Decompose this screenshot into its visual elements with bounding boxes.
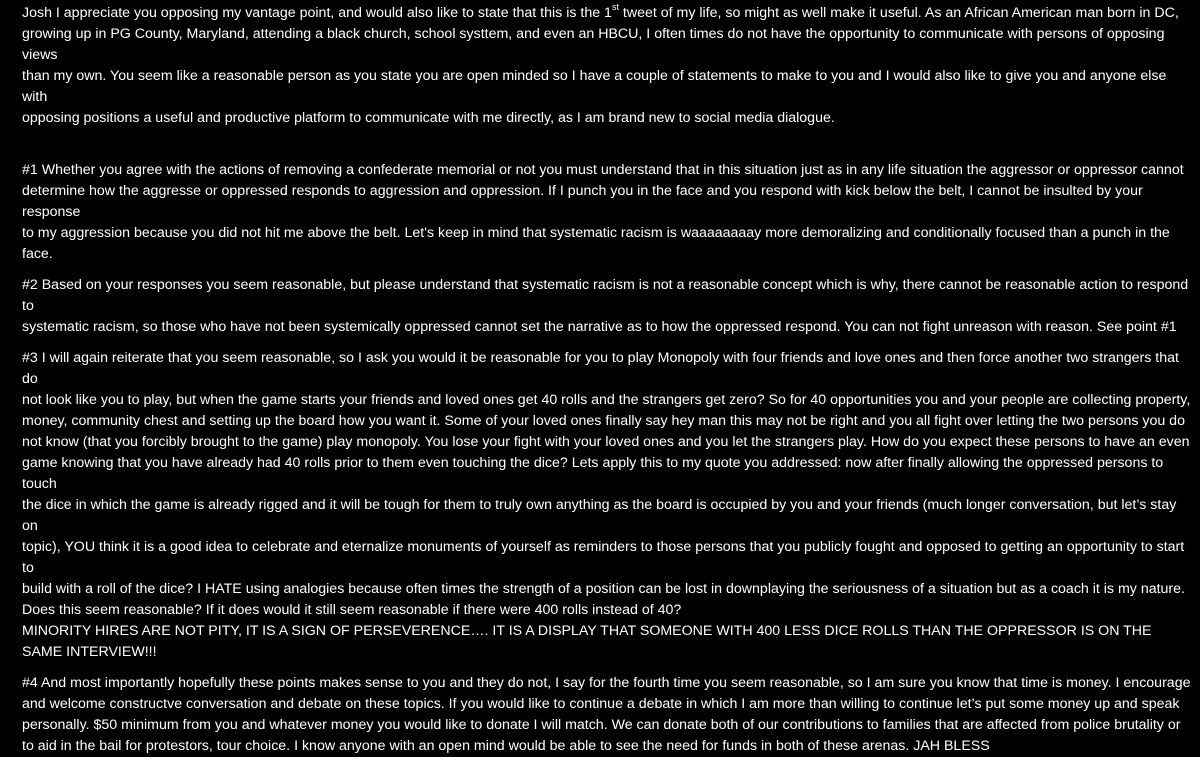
intro-paragraph	[22, 3, 1194, 129]
intro-text-start: Josh I appreciate you opposing my vantage point, and would also like to state that this is the 1	[22, 5, 612, 21]
paragraph-spacer	[22, 129, 1194, 150]
document-body	[22, 3, 1194, 757]
point-3-paragraph: #3 I will again reiterate that you seem reasonable, so I ask you would it be reasonable for you to play Monopoly with four friends and love ones and then force another two strangers that do not look like you to play, but when the game starts your friends and loved ones get 40 rolls and the strangers get zero? So for 40 opportunities you and your people are collecting property, money, community chest and setting up the board how you want it. Some of your loved ones finally say hey man this may not be right and you all fight over letting the two persons you do not know (that you forcibly brought to the game) play monopoly. You lose your fight with your loved ones and you let the strangers play. How do you expect these persons to have an even game knowing that you have already had 40 rolls prior to them even touching the dice? Lets apply this to my quote you addressed: now after finally allowing the oppressed persons to touch the dice in which the game is already rigged and it will be tough for them to truly own anything as the board is occupied by you and your friends (much longer conversation, but let’s stay on topic), YOU think it is a good idea to celebrate and eternalize monuments of yourself as reminders to those persons that you publicly fought and opposed to getting an opportunity to start to build with a roll of the dice? I HATE using analogies because often times the strength of a position can be lost in downplaying the seriousness of a situation but as a coach it is my nature. Does this seem reasonable? If it does would it still seem reasonable if there were 400 rolls instead of 40? MINORITY HIRES ARE NOT PITY, IT IS A SIGN OF PERSEVERENCE…. IT IS A DISPLAY THAT SOMEONE WITH 400 LESS DICE ROLLS THAN THE OPPRESSOR IS ON THE SAME INTERVIEW!!!	[22, 350, 1191, 660]
paragraph-spacer	[22, 663, 1194, 673]
point-4-paragraph: #4 And most importantly hopefully these points makes sense to you and they do not, I say for the fourth time you seem reasonable, so I am sure you know that time is money. I encourage and welcome constructve conversation and debate on these topics. If you would like to continue a debate in which I am more than willing to continue let’s put some money up and speak personally. $50 minimum from you and whatever money you would like to donate I will match. We can donate both of our contributions to families that are affected from police brutality or to aid in the bail for protestors, tour choice. I know anyone with an open mind would be able to see the need for funds in both of these arenas. JAH BLESS	[22, 675, 1191, 754]
paragraph-spacer	[22, 338, 1194, 348]
point-2-paragraph: #2 Based on your responses you seem reasonable, but please understand that systematic racism is not a reasonable concept which is why, there cannot be reasonable action to respond to systematic racism, so those who have not been systemically oppressed cannot set the narrative as to how the oppressed respond. You can not fight unreason with reason. See point #1	[22, 277, 1189, 335]
point-1-paragraph: #1 Whether you agree with the actions of removing a confederate memorial or not you must understand that in this situation just as in any life situation the aggressor or oppressor cannot determine how the aggresse or oppressed responds to aggression and oppression. If I punch you in the face and you respond with kick below the belt, I cannot be insulted by your response to my aggression because you did not hit me above the belt. Let's keep in mind that systematic racism is waaaaaaaay more demoralizing and conditionally focused than a punch in the face.	[22, 162, 1184, 262]
intro-text-end: tweet of my life, so might as well make it useful. As an African American man born in DC, growing up in PG County, Maryland, attending a black church, school systtem, and even an HBCU, I often times do not have the opportunity to communicate with persons of opposing views than my own. You seem like a reasonable person as you state you are open minded so I have a couple of statements to make to you and I would also like to give you and anyone else with opposing positions a useful and productive platform to communicate with me directly, as I am brand new to social media dialogue.	[22, 5, 1179, 126]
paragraph-spacer	[22, 265, 1194, 275]
ordinal-superscript: st	[611, 2, 619, 13]
paragraph-spacer	[22, 150, 1194, 160]
